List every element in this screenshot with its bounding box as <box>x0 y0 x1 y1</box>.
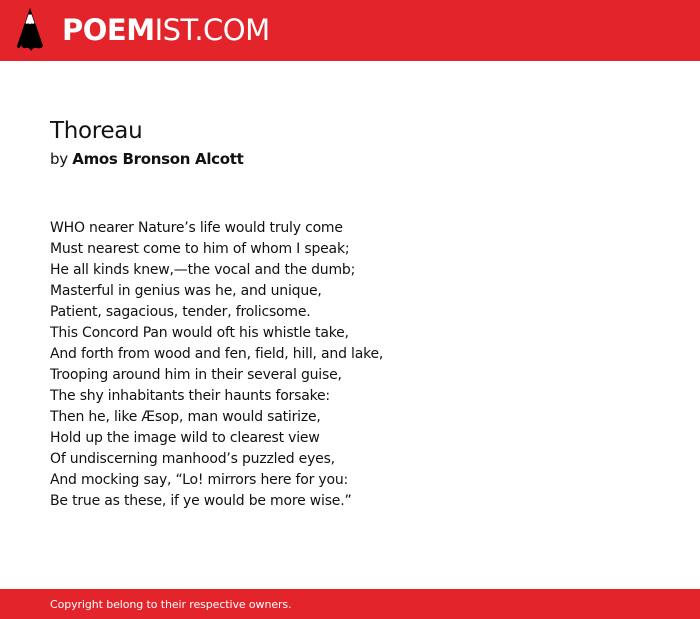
poem-byline <box>50 147 650 171</box>
poem-author: Amos Bronson Alcott <box>72 150 244 168</box>
poem-line: Hold up the image wild to clearest view <box>50 430 320 446</box>
site-logo-text <box>62 7 270 53</box>
logo-text-bold: POEM <box>62 13 155 47</box>
poem-title: Thoreau <box>50 118 143 144</box>
copyright-text: Copyright belong to their respective owners. <box>50 598 292 611</box>
poem-line: And mocking say, “Lo! mirrors here for you: <box>50 472 349 488</box>
poem-line: Trooping around him in their several guise, <box>50 367 342 383</box>
poem-line: He all kinds knew,—the vocal and the dumb; <box>50 262 356 278</box>
pencil-icon <box>14 7 46 53</box>
site-footer <box>0 589 700 619</box>
site-header <box>0 0 700 61</box>
poem-line: And forth from wood and fen, field, hill, and lake, <box>50 346 384 362</box>
poem-line: Patient, sagacious, tender, frolicsome. <box>50 304 311 320</box>
poem-body <box>50 218 650 512</box>
poem-line: Then he, like Æsop, man would satirize, <box>50 409 321 425</box>
site-logo-link[interactable] <box>14 7 270 53</box>
poem-line: The shy inhabitants their haunts forsake: <box>50 388 330 404</box>
poem-line: Of undiscerning manhood’s puzzled eyes, <box>50 451 335 467</box>
poem-line: Masterful in genius was he, and unique, <box>50 283 322 299</box>
logo-text-light: IST.COM <box>154 13 270 47</box>
poem-line: Must nearest come to him of whom I speak; <box>50 241 350 257</box>
poem-line: This Concord Pan would oft his whistle take, <box>50 325 349 341</box>
by-label: by <box>50 150 68 168</box>
poem-line: Be true as these, if ye would be more wise.” <box>50 493 352 509</box>
poem-line: WHO nearer Nature’s life would truly come <box>50 220 343 236</box>
poem-header <box>50 116 650 171</box>
